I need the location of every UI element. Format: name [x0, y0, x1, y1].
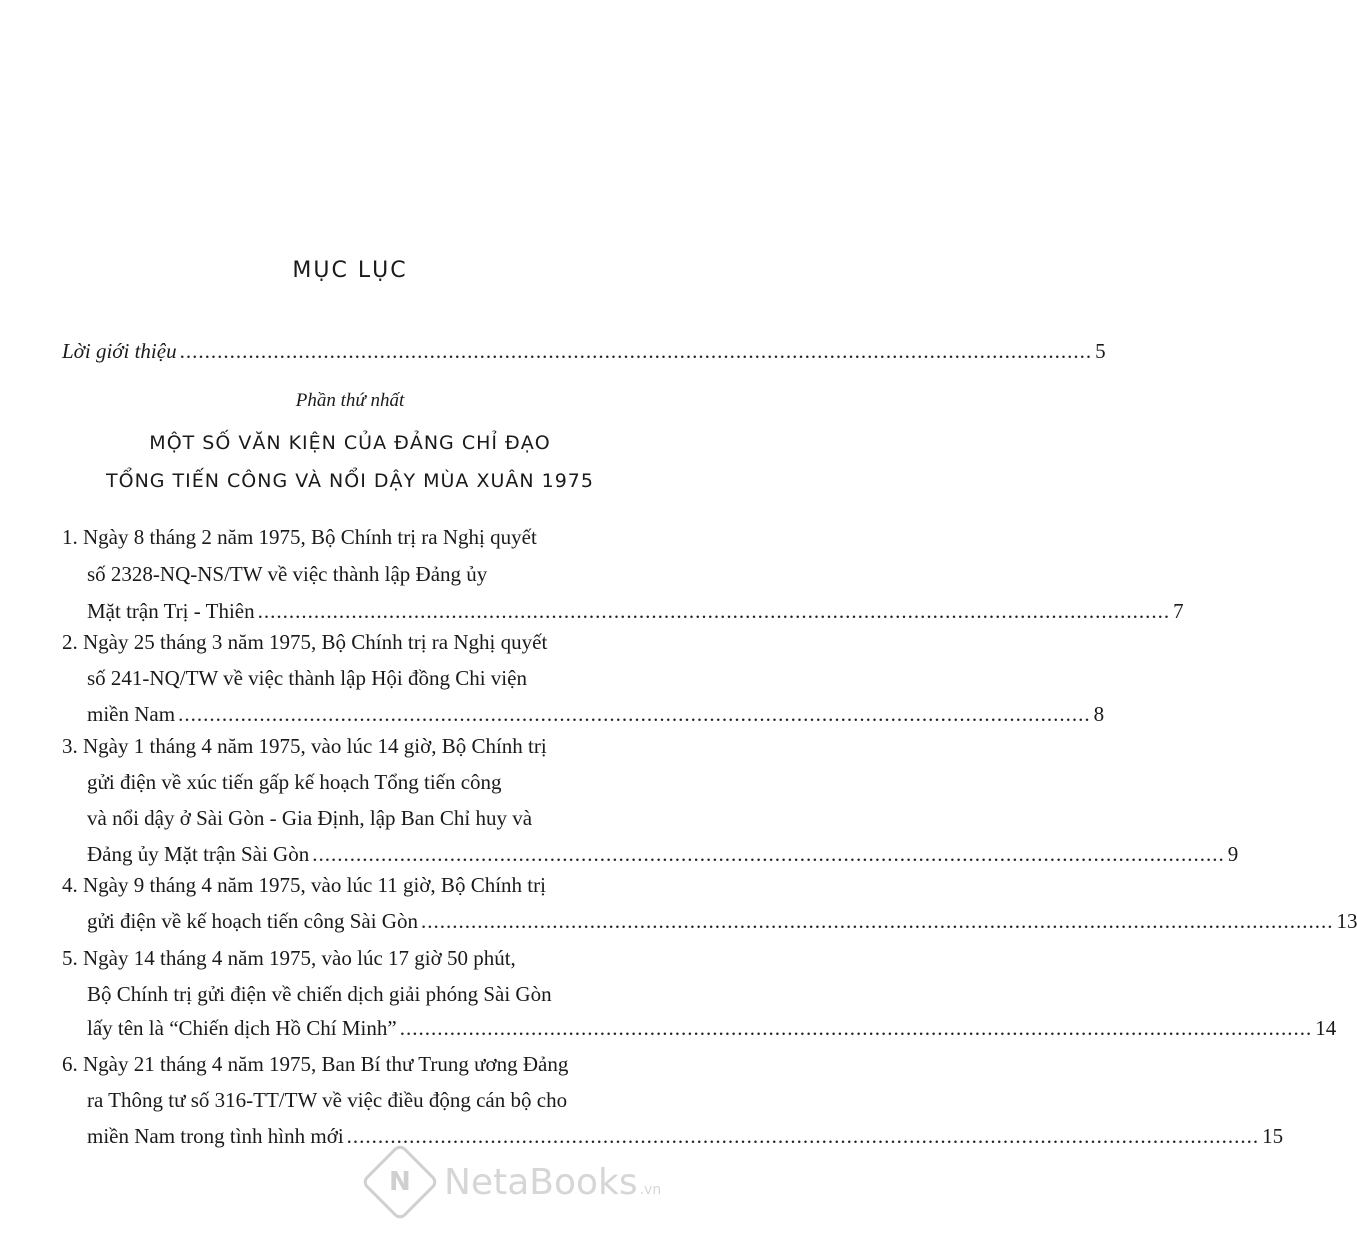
toc-entry-line: số 2328-NQ-NS/TW về việc thành lập Đảng ủy	[87, 562, 488, 586]
toc-entry-line: lấy tên là “Chiến dịch Hồ Chí Minh”	[87, 1016, 397, 1040]
toc-entry-line: gửi điện về xúc tiến gấp kế hoạch Tổng tiến công	[87, 770, 502, 794]
toc-page-number: 14	[1315, 1016, 1337, 1040]
toc-entry-line: 5. Ngày 14 tháng 4 năm 1975, vào lúc 17 giờ 50 phút,	[62, 946, 516, 970]
toc-page-number: 8	[1093, 702, 1105, 726]
toc-entry-line: 1. Ngày 8 tháng 2 năm 1975, Bộ Chính trị ra Nghị quyết	[62, 525, 537, 549]
toc-page-number: 7	[1173, 599, 1184, 623]
toc-entry-line: ra Thông tư số 316-TT/TW về việc điều động cán bộ cho	[87, 1088, 568, 1112]
dot-leader: ..................................................................................................................................................	[346, 1124, 1260, 1148]
toc-entry-last-line	[87, 596, 1184, 626]
toc-entry-line: gửi điện về kế hoạch tiến công Sài Gòn	[87, 909, 418, 933]
dot-leader: ..................................................................................................................................................	[312, 842, 1225, 866]
dot-leader: ..................................................................................................................................................	[179, 339, 1093, 363]
toc-entry-last-line	[87, 906, 1357, 936]
dot-leader: ..................................................................................................................................................	[257, 599, 1171, 623]
toc-entry-line: 4. Ngày 9 tháng 4 năm 1975, vào lúc 11 giờ, Bộ Chính trị	[62, 873, 546, 897]
toc-entry-line: Bộ Chính trị gửi điện về chiến dịch giải phóng Sài Gòn	[87, 982, 552, 1006]
toc-entry-text: Lời giới thiệu	[62, 339, 177, 363]
part-title-line-1: MỘT SỐ VĂN KIỆN CỦA ĐẢNG CHỈ ĐẠO	[149, 432, 551, 454]
toc-entry-line: số 241-NQ/TW về việc thành lập Hội đồng Chi viện	[87, 666, 527, 690]
dot-leader: ..................................................................................................................................................	[420, 909, 1334, 933]
toc-entry-last-line	[87, 699, 1105, 729]
toc-entry-line: 6. Ngày 21 tháng 4 năm 1975, Ban Bí thư Trung ương Đảng	[62, 1052, 569, 1076]
dot-leader: ..................................................................................................................................................	[399, 1016, 1313, 1040]
toc-entry-line: 2. Ngày 25 tháng 3 năm 1975, Bộ Chính trị ra Nghị quyết	[62, 630, 548, 654]
toc-entry-line: 3. Ngày 1 tháng 4 năm 1975, vào lúc 14 giờ, Bộ Chính trị	[62, 734, 547, 758]
toc-entry-line: miền Nam trong tình hình mới	[87, 1124, 344, 1148]
watermark-brand: NetaBooks	[444, 1161, 638, 1203]
toc-page-number: 15	[1262, 1124, 1284, 1148]
toc-entry-last-line	[87, 1013, 1337, 1043]
netabooks-watermark	[362, 1140, 692, 1224]
toc-entry-line: miền Nam	[87, 702, 176, 726]
netabooks-logo-icon: N	[360, 1142, 439, 1221]
toc-entry-intro[interactable]	[62, 336, 1106, 366]
toc-entry-last-line	[87, 839, 1239, 869]
part-title-line-2: TỔNG TIẾN CÔNG VÀ NỔI DẬY MÙA XUÂN 1975	[106, 470, 594, 492]
dot-leader: ..................................................................................................................................................	[178, 702, 1091, 726]
watermark-suffix: .vn	[639, 1182, 662, 1198]
toc-page-number: 9	[1227, 842, 1239, 866]
toc-entry-line: Mặt trận Trị - Thiên	[87, 599, 255, 623]
toc-entry-line: và nổi dậy ở Sài Gòn - Gia Định, lập Ban Chỉ huy và	[87, 806, 533, 830]
toc-entry-line: Đảng ủy Mặt trận Sài Gòn	[87, 842, 310, 866]
part-label: Phần thứ nhất	[295, 390, 405, 411]
toc-page-number: 5	[1095, 339, 1106, 363]
toc-title: MỤC LỤC	[292, 258, 408, 283]
toc-page-number: 13	[1336, 909, 1357, 933]
